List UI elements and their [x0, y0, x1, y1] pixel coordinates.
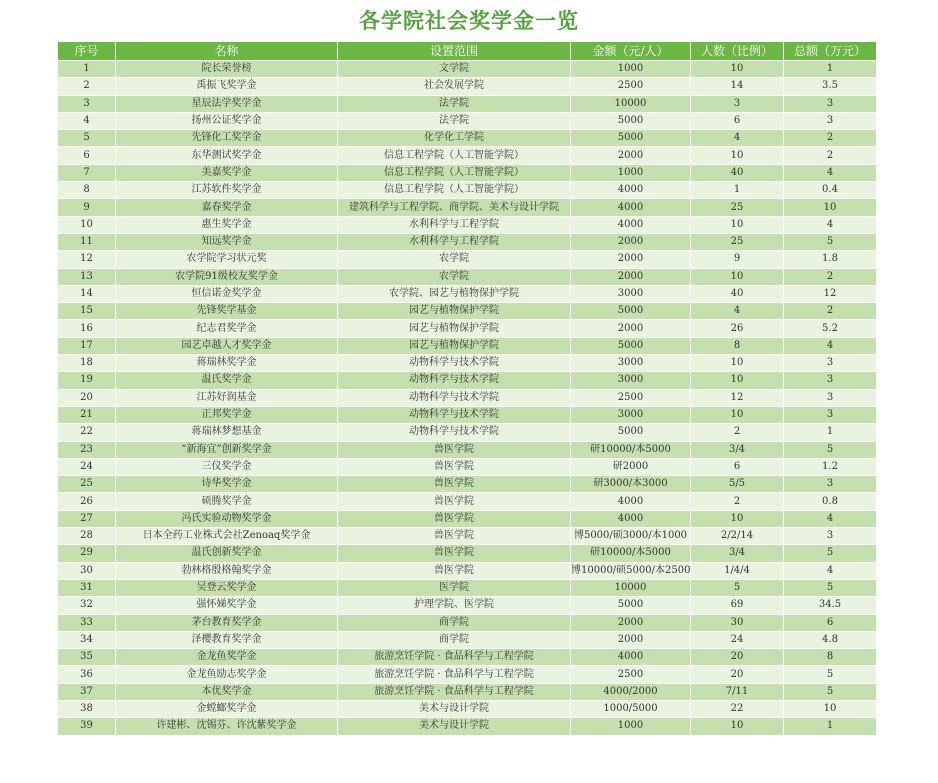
cell-scope: 旅游烹饪学院 · 食品科学与工程学院 — [338, 666, 571, 683]
cell-name: 温氏奖学金 — [116, 372, 338, 389]
cell-count: 25 — [691, 234, 784, 251]
cell-index: 34 — [58, 632, 116, 649]
cell-scope: 医学院 — [338, 580, 571, 597]
cell-scope: 动物科学与技术学院 — [338, 424, 571, 441]
cell-scope: 兽医学院 — [338, 563, 571, 580]
cell-scope: 美术与设计学院 — [338, 718, 571, 735]
cell-index: 7 — [58, 165, 116, 182]
cell-amount: 3000 — [571, 407, 691, 424]
cell-scope: 美术与设计学院 — [338, 701, 571, 718]
table-row — [58, 147, 876, 164]
table-row — [58, 113, 876, 130]
cell-name: 蒋瑞林奖学金 — [116, 355, 338, 372]
cell-index: 21 — [58, 407, 116, 424]
cell-name: 嘉春奖学金 — [116, 199, 338, 216]
cell-index: 8 — [58, 182, 116, 199]
cell-index: 20 — [58, 390, 116, 407]
cell-amount: 5000 — [571, 424, 691, 441]
cell-amount: 博5000/硕3000/本1000 — [571, 528, 691, 545]
cell-index: 11 — [58, 234, 116, 251]
cell-total: 8 — [784, 649, 876, 666]
cell-index: 16 — [58, 320, 116, 337]
cell-count: 20 — [691, 666, 784, 683]
cell-index: 3 — [58, 96, 116, 113]
cell-count: 3/4 — [691, 442, 784, 459]
cell-name: 东华测试奖学金 — [116, 147, 338, 164]
cell-count: 20 — [691, 649, 784, 666]
cell-amount: 3000 — [571, 355, 691, 372]
cell-scope: 园艺与植物保护学院 — [338, 338, 571, 355]
table-row — [58, 684, 876, 701]
cell-scope: 兽医学院 — [338, 528, 571, 545]
cell-count: 10 — [691, 61, 784, 78]
cell-count: 69 — [691, 597, 784, 614]
cell-name: 惠生奖学金 — [116, 217, 338, 234]
cell-total: 3 — [784, 528, 876, 545]
cell-index: 24 — [58, 459, 116, 476]
table-row — [58, 597, 876, 614]
cell-count: 10 — [691, 269, 784, 286]
cell-scope: 护理学院、医学院 — [338, 597, 571, 614]
cell-scope: 农学院 — [338, 269, 571, 286]
table-row — [58, 424, 876, 441]
cell-count: 1/4/4 — [691, 563, 784, 580]
cell-amount: 博10000/硕5000/本2500 — [571, 563, 691, 580]
cell-name: 先锋奖学基金 — [116, 303, 338, 320]
cell-scope: 商学院 — [338, 615, 571, 632]
cell-total: 4 — [784, 165, 876, 182]
cell-scope: 园艺与植物保护学院 — [338, 320, 571, 337]
table-body — [58, 61, 876, 736]
cell-count: 8 — [691, 338, 784, 355]
cell-total: 2 — [784, 147, 876, 164]
cell-name: 金龙鱼奖学金 — [116, 649, 338, 666]
table-row — [58, 459, 876, 476]
cell-amount: 2500 — [571, 390, 691, 407]
cell-amount: 4000 — [571, 511, 691, 528]
cell-scope: 信息工程学院（人工智能学院） — [338, 182, 571, 199]
cell-count: 14 — [691, 78, 784, 95]
cell-name: 星辰法学奖学金 — [116, 96, 338, 113]
cell-count: 2 — [691, 424, 784, 441]
table-row — [58, 580, 876, 597]
cell-index: 1 — [58, 61, 116, 78]
cell-total: 2 — [784, 303, 876, 320]
cell-count: 3 — [691, 96, 784, 113]
cell-amount: 研10000/本5000 — [571, 545, 691, 562]
cell-count: 10 — [691, 147, 784, 164]
cell-index: 19 — [58, 372, 116, 389]
cell-amount: 3000 — [571, 372, 691, 389]
cell-total: 5.2 — [784, 320, 876, 337]
cell-count: 40 — [691, 165, 784, 182]
cell-scope: 兽医学院 — [338, 476, 571, 493]
cell-name: 诗华奖学金 — [116, 476, 338, 493]
table-row — [58, 563, 876, 580]
cell-amount: 研2000 — [571, 459, 691, 476]
cell-amount: 1000 — [571, 718, 691, 735]
cell-name: 先锋化工奖学金 — [116, 130, 338, 147]
cell-name: 硕腾奖学金 — [116, 493, 338, 510]
table-row — [58, 442, 876, 459]
cell-count: 10 — [691, 511, 784, 528]
cell-amount: 1000 — [571, 61, 691, 78]
table-row — [58, 199, 876, 216]
table-row — [58, 217, 876, 234]
cell-count: 10 — [691, 407, 784, 424]
header-amount: 金额（元/人） — [571, 42, 691, 61]
table-row — [58, 130, 876, 147]
cell-name: 江苏软件奖学金 — [116, 182, 338, 199]
cell-total: 5 — [784, 545, 876, 562]
cell-total: 4 — [784, 511, 876, 528]
cell-total: 6 — [784, 615, 876, 632]
cell-name: 日本全药工业株式会社Zenoaq奖学金 — [116, 528, 338, 545]
header-scope: 设置范围 — [338, 42, 571, 61]
cell-total: 0.8 — [784, 493, 876, 510]
cell-count: 5 — [691, 580, 784, 597]
table-row — [58, 493, 876, 510]
cell-index: 12 — [58, 251, 116, 268]
cell-total: 5 — [784, 580, 876, 597]
cell-index: 4 — [58, 113, 116, 130]
cell-name: 金螳螂奖学金 — [116, 701, 338, 718]
cell-total: 5 — [784, 234, 876, 251]
cell-total: 3 — [784, 372, 876, 389]
cell-scope: 水利科学与工程学院 — [338, 234, 571, 251]
table-row — [58, 320, 876, 337]
cell-count: 4 — [691, 130, 784, 147]
cell-name: 院长荣誉榜 — [116, 61, 338, 78]
cell-name: 本优奖学金 — [116, 684, 338, 701]
cell-scope: 动物科学与技术学院 — [338, 390, 571, 407]
cell-scope: 动物科学与技术学院 — [338, 355, 571, 372]
table-row — [58, 632, 876, 649]
cell-total: 5 — [784, 442, 876, 459]
table-row — [58, 182, 876, 199]
table-row — [58, 545, 876, 562]
cell-name: 园艺卓越人才奖学金 — [116, 338, 338, 355]
cell-total: 4 — [784, 563, 876, 580]
cell-scope: 兽医学院 — [338, 493, 571, 510]
cell-total: 3 — [784, 113, 876, 130]
cell-name: 恒信诺金奖学金 — [116, 286, 338, 303]
cell-amount: 1000/5000 — [571, 701, 691, 718]
cell-scope: 园艺与植物保护学院 — [338, 303, 571, 320]
cell-index: 32 — [58, 597, 116, 614]
cell-scope: 旅游烹饪学院 · 食品科学与工程学院 — [338, 649, 571, 666]
cell-index: 23 — [58, 442, 116, 459]
cell-amount: 4000 — [571, 199, 691, 216]
cell-total: 3.5 — [784, 78, 876, 95]
cell-count: 22 — [691, 701, 784, 718]
cell-name: 江苏好润基金 — [116, 390, 338, 407]
cell-amount: 1000 — [571, 165, 691, 182]
table-row — [58, 528, 876, 545]
cell-amount: 5000 — [571, 338, 691, 355]
table-row — [58, 96, 876, 113]
cell-name: 纪志君奖学金 — [116, 320, 338, 337]
cell-total: 2 — [784, 130, 876, 147]
cell-scope: 农学院、园艺与植物保护学院 — [338, 286, 571, 303]
cell-index: 13 — [58, 269, 116, 286]
cell-total: 3 — [784, 476, 876, 493]
cell-name: 泽樱教育奖学金 — [116, 632, 338, 649]
table-row — [58, 234, 876, 251]
header-name: 名称 — [116, 42, 338, 61]
cell-amount: 2500 — [571, 78, 691, 95]
cell-total: 10 — [784, 199, 876, 216]
cell-amount: 10000 — [571, 96, 691, 113]
cell-scope: 兽医学院 — [338, 459, 571, 476]
table-row — [58, 407, 876, 424]
cell-amount: 2000 — [571, 234, 691, 251]
cell-index: 31 — [58, 580, 116, 597]
cell-count: 24 — [691, 632, 784, 649]
cell-amount: 2000 — [571, 632, 691, 649]
cell-scope: 水利科学与工程学院 — [338, 217, 571, 234]
cell-index: 35 — [58, 649, 116, 666]
cell-total: 5 — [784, 684, 876, 701]
cell-name: 冯氏实验动物奖学金 — [116, 511, 338, 528]
cell-amount: 研3000/本3000 — [571, 476, 691, 493]
cell-name: 农学院91级校友奖学金 — [116, 269, 338, 286]
cell-name: 扬州公证奖学金 — [116, 113, 338, 130]
cell-count: 9 — [691, 251, 784, 268]
cell-count: 6 — [691, 113, 784, 130]
table-header-row — [58, 42, 876, 61]
cell-total: 3 — [784, 355, 876, 372]
cell-index: 38 — [58, 701, 116, 718]
cell-scope: 动物科学与技术学院 — [338, 407, 571, 424]
cell-index: 14 — [58, 286, 116, 303]
cell-count: 2 — [691, 493, 784, 510]
cell-total: 4.8 — [784, 632, 876, 649]
cell-index: 26 — [58, 493, 116, 510]
cell-total: 34.5 — [784, 597, 876, 614]
table-row — [58, 476, 876, 493]
cell-amount: 3000 — [571, 286, 691, 303]
cell-total: 4 — [784, 338, 876, 355]
cell-name: 许建彬、沈锡芬、许沈紫奖学金 — [116, 718, 338, 735]
cell-scope: 兽医学院 — [338, 511, 571, 528]
cell-total: 2 — [784, 269, 876, 286]
header-count: 人数（比例） — [691, 42, 784, 61]
cell-name: 知远奖学金 — [116, 234, 338, 251]
cell-amount: 2000 — [571, 615, 691, 632]
page-title: 各学院社会奖学金一览 — [359, 8, 579, 33]
cell-name: 禹振飞奖学金 — [116, 78, 338, 95]
cell-amount: 2000 — [571, 320, 691, 337]
header-index: 序号 — [58, 42, 116, 61]
cell-amount: 5000 — [571, 113, 691, 130]
cell-count: 10 — [691, 718, 784, 735]
cell-amount: 5000 — [571, 303, 691, 320]
cell-name: 温氏创新奖学金 — [116, 545, 338, 562]
cell-total: 1.2 — [784, 459, 876, 476]
cell-total: 3 — [784, 407, 876, 424]
cell-count: 3/4 — [691, 545, 784, 562]
cell-scope: 农学院 — [338, 251, 571, 268]
cell-scope: 化学化工学院 — [338, 130, 571, 147]
cell-scope: 文学院 — [338, 61, 571, 78]
cell-scope: 法学院 — [338, 113, 571, 130]
table-row — [58, 61, 876, 78]
cell-amount: 4000 — [571, 182, 691, 199]
cell-scope: 兽医学院 — [338, 545, 571, 562]
cell-amount: 5000 — [571, 597, 691, 614]
cell-count: 2/2/14 — [691, 528, 784, 545]
cell-amount: 4000 — [571, 217, 691, 234]
cell-count: 25 — [691, 199, 784, 216]
table-row — [58, 390, 876, 407]
cell-index: 39 — [58, 718, 116, 735]
cell-count: 7/11 — [691, 684, 784, 701]
cell-scope: 旅游烹饪学院 · 食品科学与工程学院 — [338, 684, 571, 701]
cell-scope: 信息工程学院（人工智能学院） — [338, 147, 571, 164]
cell-count: 26 — [691, 320, 784, 337]
cell-amount: 4000 — [571, 493, 691, 510]
cell-amount: 2500 — [571, 666, 691, 683]
cell-index: 2 — [58, 78, 116, 95]
table-row — [58, 666, 876, 683]
cell-index: 6 — [58, 147, 116, 164]
cell-total: 3 — [784, 390, 876, 407]
table-row — [58, 372, 876, 389]
header-total: 总额（万元） — [784, 42, 876, 61]
cell-count: 40 — [691, 286, 784, 303]
cell-name: 茅台教育奖学金 — [116, 615, 338, 632]
cell-index: 37 — [58, 684, 116, 701]
cell-total: 1 — [784, 424, 876, 441]
cell-count: 10 — [691, 355, 784, 372]
cell-index: 29 — [58, 545, 116, 562]
cell-count: 5/5 — [691, 476, 784, 493]
cell-total: 4 — [784, 217, 876, 234]
scholarship-table — [58, 42, 876, 736]
cell-amount: 2000 — [571, 251, 691, 268]
cell-index: 18 — [58, 355, 116, 372]
cell-total: 0.4 — [784, 182, 876, 199]
cell-name: 吴登云奖学金 — [116, 580, 338, 597]
cell-count: 1 — [691, 182, 784, 199]
cell-count: 10 — [691, 217, 784, 234]
table-row — [58, 511, 876, 528]
cell-scope: 信息工程学院（人工智能学院） — [338, 165, 571, 182]
cell-total: 10 — [784, 701, 876, 718]
cell-scope: 建筑科学与工程学院、商学院、美术与设计学院 — [338, 199, 571, 216]
cell-index: 30 — [58, 563, 116, 580]
cell-name: “新海宜”创新奖学金 — [116, 442, 338, 459]
cell-index: 33 — [58, 615, 116, 632]
table-row — [58, 303, 876, 320]
table-row — [58, 718, 876, 735]
cell-amount: 2000 — [571, 147, 691, 164]
cell-total: 5 — [784, 666, 876, 683]
table-row — [58, 78, 876, 95]
cell-index: 10 — [58, 217, 116, 234]
cell-index: 22 — [58, 424, 116, 441]
cell-scope: 社会发展学院 — [338, 78, 571, 95]
cell-scope: 法学院 — [338, 96, 571, 113]
cell-amount: 4000 — [571, 649, 691, 666]
table-row — [58, 355, 876, 372]
cell-amount: 研10000/本5000 — [571, 442, 691, 459]
cell-count: 4 — [691, 303, 784, 320]
cell-index: 36 — [58, 666, 116, 683]
cell-total: 1 — [784, 718, 876, 735]
table-row — [58, 286, 876, 303]
cell-count: 12 — [691, 390, 784, 407]
cell-index: 28 — [58, 528, 116, 545]
table-row — [58, 165, 876, 182]
cell-index: 25 — [58, 476, 116, 493]
cell-count: 10 — [691, 372, 784, 389]
cell-total: 1.8 — [784, 251, 876, 268]
cell-scope: 商学院 — [338, 632, 571, 649]
cell-index: 9 — [58, 199, 116, 216]
cell-index: 15 — [58, 303, 116, 320]
cell-name: 金龙鱼励志奖学金 — [116, 666, 338, 683]
cell-total: 1 — [784, 61, 876, 78]
table-row — [58, 269, 876, 286]
cell-name: 美嘉奖学金 — [116, 165, 338, 182]
cell-count: 6 — [691, 459, 784, 476]
cell-name: 强怀娣奖学金 — [116, 597, 338, 614]
cell-amount: 4000/2000 — [571, 684, 691, 701]
cell-count: 30 — [691, 615, 784, 632]
table-row — [58, 649, 876, 666]
cell-amount: 2000 — [571, 269, 691, 286]
table-row — [58, 338, 876, 355]
cell-total: 3 — [784, 96, 876, 113]
cell-name: 三仪奖学金 — [116, 459, 338, 476]
cell-name: 勃林格殷格翰奖学金 — [116, 563, 338, 580]
table-row — [58, 615, 876, 632]
table-row — [58, 251, 876, 268]
cell-total: 12 — [784, 286, 876, 303]
cell-scope: 兽医学院 — [338, 442, 571, 459]
cell-name: 蒋瑞林梦想基金 — [116, 424, 338, 441]
cell-name: 正邦奖学金 — [116, 407, 338, 424]
table-row — [58, 701, 876, 718]
cell-amount: 10000 — [571, 580, 691, 597]
cell-index: 5 — [58, 130, 116, 147]
cell-index: 17 — [58, 338, 116, 355]
cell-amount: 5000 — [571, 130, 691, 147]
cell-name: 农学院学习状元奖 — [116, 251, 338, 268]
cell-index: 27 — [58, 511, 116, 528]
cell-scope: 动物科学与技术学院 — [338, 372, 571, 389]
